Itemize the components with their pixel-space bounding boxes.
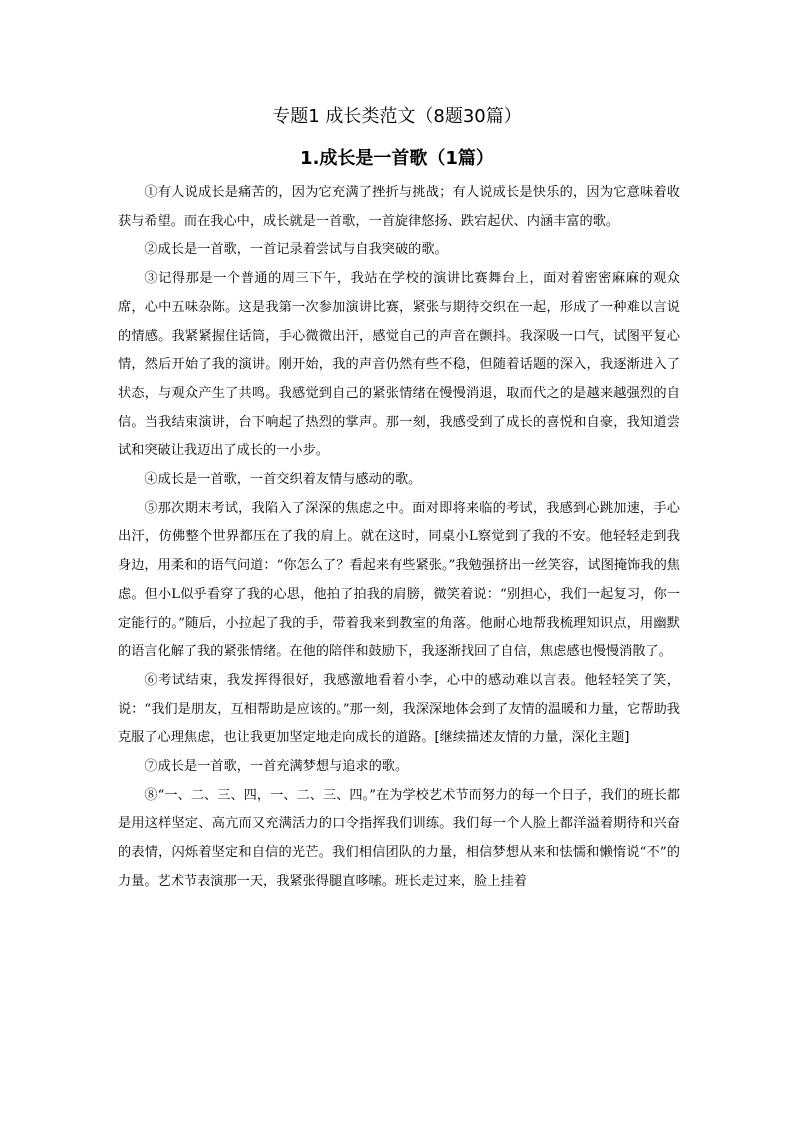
paragraph-3: ③记得那是一个普通的周三下午，我站在学校的演讲比赛舞台上，面对着密密麻麻的观众席，心中五味杂陈。这是我第一次参加演讲比赛，紧张与期待交织在一起，形成了一种难以言说的情感。我紧紧握住话筒，手心微微出汗，感觉自己的声音在颤抖。我深吸一口气，试图平复心情，然后开始了我的演讲。刚开始，我的声音仍然有些不稳，但随着话题的深入，我逐渐进入了状态，与观众产生了共鸣。我感觉到自己的紧张情绪在慢慢消退，取而代之的是越来越强烈的自信。当我结束演讲，台下响起了热烈的掌声。那一刻，我感受到了成长的喜悦和自豪，我知道尝试和突破让我迈出了成长的一小步。: [118, 271, 680, 459]
paragraph-4: ④成长是一首歌，一首交织着友情与感动的歌。: [144, 472, 422, 488]
paragraph-6: [118, 667, 680, 753]
section-title: 1.成长是一首歌（1篇）: [300, 148, 494, 169]
paragraph-1: ①有人说成长是痛苦的，因为它充满了挫折与挑战；有人说成长是快乐的，因为它意味着收获与希望。而在我心中，成长就是一首歌，一首旋律悠扬、跌宕起伏、内涵丰富的歌。: [118, 185, 680, 229]
paragraph-2: ②成长是一首歌，一首记录着尝试与自我突破的歌。: [144, 242, 448, 258]
paragraph-7: ⑦成长是一首歌，一首充满梦想与追求的歌。: [144, 759, 409, 775]
document-title: 专题1 成长类范文（8题30篇）: [272, 106, 522, 127]
paragraph-5: ⑤那次期末考试，我陷入了深深的焦虑之中。面对即将来临的考试，我感到心跳加速，手心出汗，仿佛整个世界都压在了我的肩上。就在这时，同桌小L察觉到了我的不安。他轻轻走到我身边，用柔和的语气问道：“你怎么了？看起来有些紧张。”我勉强挤出一丝笑容，试图掩饰我的焦虑。但小L似乎看穿了我的心思，他拍了拍我的肩膀，微笑着说：“别担心，我们一起复习，你一定能行的。”随后，小拉起了我的手，带着我来到教室的角落。他耐心地帮我梳理知识点，用幽默的语言化解了我的紧张情绪。在他的陪伴和鼓励下，我逐渐找回了自信，焦虑感也慢慢消散了。: [118, 500, 680, 660]
paragraph-6-text: ⑥考试结束，我发挥得很好，我感激地看着小李，心中的感动难以言表。他轻轻笑了笑，说：“我们是朋友，互相帮助是应该的。”那一刻，我深深地体会到了友情的温暖和力量，它帮助我克服了心理焦虑，也让我更加坚定地走向成长的道路。: [118, 672, 680, 746]
essay-body: [118, 179, 680, 897]
editor-note: [继续描述友情的力量，深化主题]: [434, 730, 630, 746]
paragraph-8: ⑧“一、二、三、四，一、二、三、四。”在为学校艺术节而努力的每一个日子，我们的班长都是用这样坚定、高亢而又充满活力的口令指挥我们训练。我们每一个人脸上都洋溢着期待和兴奋的表情，闪烁着坚定和自信的光芒。我们相信团队的力量，相信梦想从来和怯懦和懒惰说“不”的力量。艺术节表演那一天，我紧张得腿直哆嗦。班长走过来，脸上挂着: [118, 787, 680, 889]
